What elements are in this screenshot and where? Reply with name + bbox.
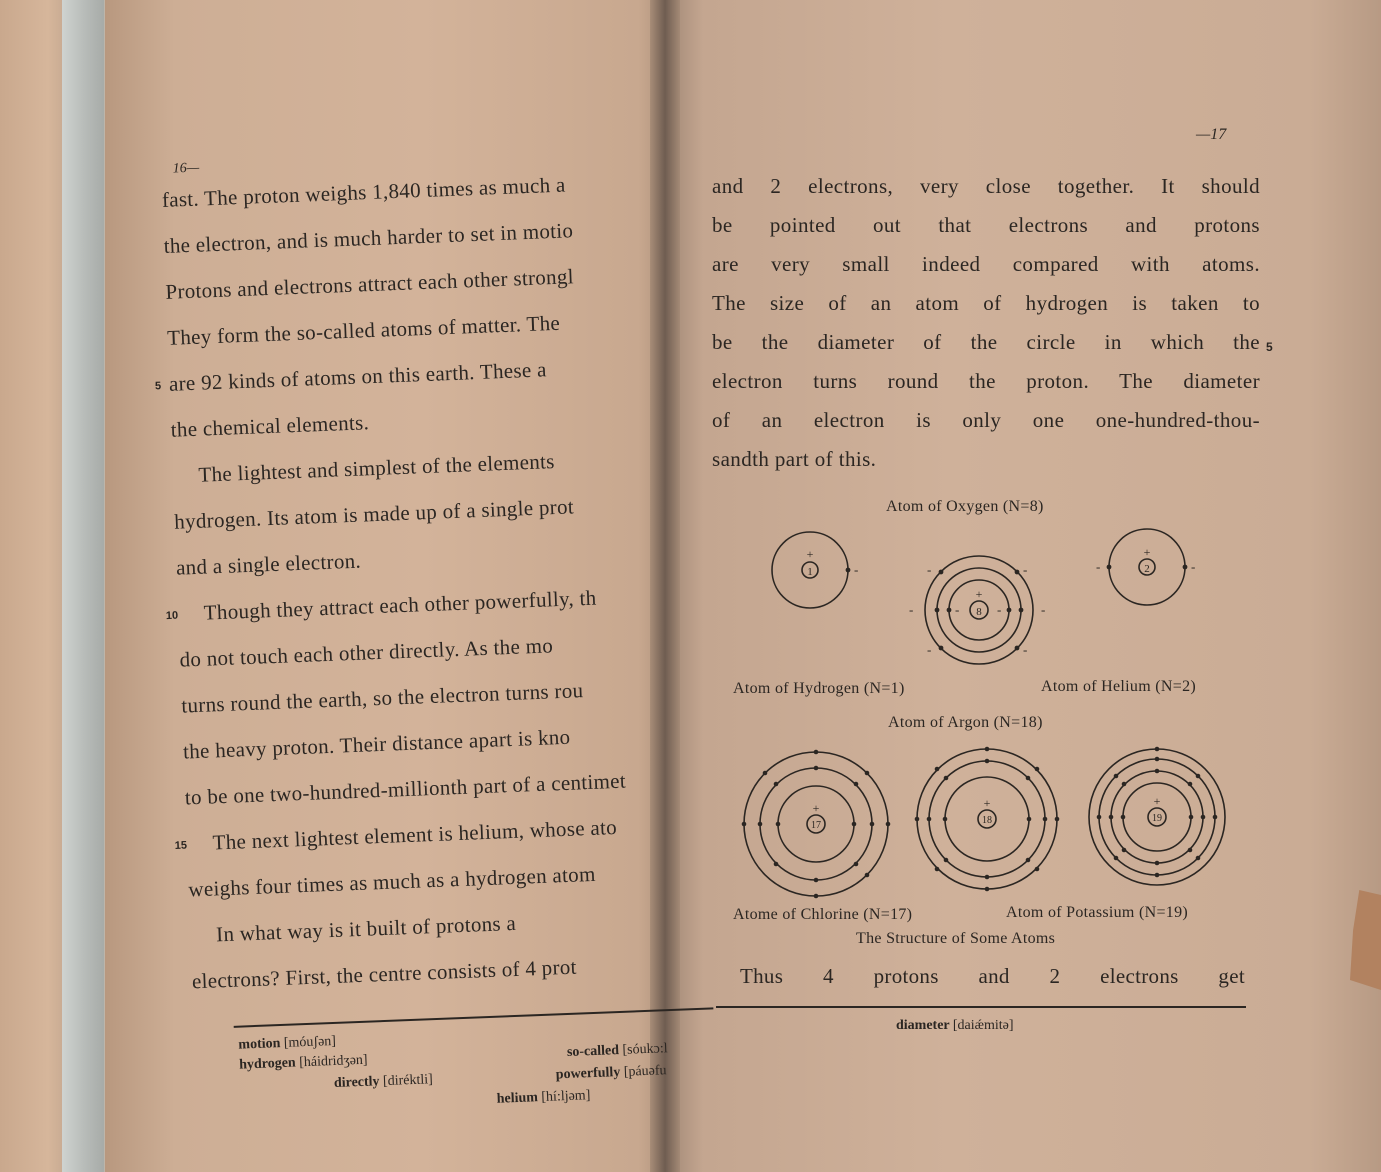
electron [985, 887, 990, 892]
caption-chlorine: Atome of Chlorine (N=17) [733, 906, 913, 923]
text-line: The lightest and simplest of the elements [198, 449, 556, 487]
text-line: to be one two-hundred-millionth part of a centimet [184, 768, 627, 810]
electron [1007, 608, 1012, 613]
potassium-atom-diagram [1086, 746, 1228, 888]
electron [1107, 565, 1112, 570]
electron [763, 771, 768, 776]
electron [865, 771, 870, 776]
electron [1122, 782, 1127, 787]
text-line: do not touch each other directly. As the mo [179, 633, 554, 672]
argon-atom-diagram [914, 746, 1060, 892]
nucleus-label: 19 [1152, 813, 1162, 824]
electron [854, 782, 859, 787]
electron [1015, 646, 1020, 651]
electron [1035, 867, 1040, 872]
electron [814, 878, 819, 883]
electron [814, 750, 819, 755]
text-line: the electron, and is much harder to set in motio [163, 218, 574, 258]
electron [1196, 856, 1201, 861]
electron [944, 858, 949, 863]
page-number-left: 16— [172, 160, 200, 177]
electron [1155, 873, 1160, 878]
electron [1188, 782, 1193, 787]
proton-sign: + [1143, 545, 1151, 559]
caption-argon: Atom of Argon (N=18) [888, 714, 1043, 731]
electron-sign: - [1191, 559, 1196, 574]
book-cover-spine [62, 0, 104, 1172]
oxygen-atom-diagram [905, 552, 1055, 670]
page-number-right: —17 [1196, 126, 1227, 143]
nucleus-label: 17 [811, 820, 821, 831]
proton-sign: + [1153, 794, 1161, 808]
electron [1097, 815, 1102, 820]
electron [1035, 767, 1040, 772]
hydrogen-atom-diagram [770, 530, 870, 620]
figure-title: The Structure of Some Atoms [856, 930, 1056, 947]
electron [1114, 856, 1119, 861]
electron [939, 570, 944, 575]
electron-sign: - [909, 602, 914, 617]
electron [1026, 776, 1031, 781]
electron [1189, 815, 1194, 820]
proton-sign: + [975, 587, 983, 601]
electron [1055, 817, 1060, 822]
proton-sign: + [806, 547, 814, 561]
caption-hydrogen: Atom of Hydrogen (N=1) [733, 680, 905, 697]
text-line: and 2 electrons, very close together. It should [712, 174, 1260, 198]
electron [814, 766, 819, 771]
text-line: the chemical elements. [170, 410, 370, 442]
electron [1155, 757, 1160, 762]
text-line: turns round the earth, so the electron turns rou [180, 678, 584, 718]
electron-sign: - [927, 562, 932, 577]
caption-potassium: Atom of Potassium (N=19) [1006, 904, 1188, 921]
electron [939, 646, 944, 651]
text-line: are 92 kinds of atoms on this earth. These a [168, 357, 548, 396]
electron [1019, 608, 1024, 613]
chlorine-atom-diagram [742, 750, 890, 898]
electron [915, 817, 920, 822]
electron [870, 822, 875, 827]
electron-sign: - [1023, 562, 1028, 577]
electron [774, 782, 779, 787]
electron [1043, 817, 1048, 822]
electron-sign: - [1023, 642, 1028, 657]
electron [1109, 815, 1114, 820]
text-line: are very small indeed compared with atoms. [712, 252, 1260, 276]
electron [1155, 747, 1160, 752]
electron [1026, 858, 1031, 863]
electron [846, 568, 851, 573]
electron-sign: - [854, 562, 859, 577]
electron [947, 608, 952, 613]
caption-helium: Atom of Helium (N=2) [1041, 678, 1196, 695]
footnote-diameter: diameter [daiǽmitə] [896, 1018, 1014, 1033]
electron [865, 873, 870, 878]
electron [985, 875, 990, 880]
electron [776, 822, 781, 827]
footnote-rule-right [716, 1006, 1246, 1008]
electron [1201, 815, 1206, 820]
electron-sign: - [927, 642, 932, 657]
text-line: Though they attract each other powerfully, th [203, 585, 597, 625]
line-number: 15 [174, 839, 188, 852]
text-line: the heavy proton. Their distance apart is kno [182, 724, 571, 764]
text-line: and a single electron. [175, 548, 362, 580]
electron [774, 862, 779, 867]
electron [1122, 848, 1127, 853]
caption-oxygen: Atom of Oxygen (N=8) [886, 498, 1044, 515]
line-number: 5 [1266, 340, 1273, 354]
text-line: In what way is it built of protons a [215, 910, 517, 947]
electron-sign: - [997, 602, 1002, 617]
text-line: The next lightest element is helium, whose ato [212, 814, 618, 855]
electron [758, 822, 763, 827]
text-line: weighs four times as much as a hydrogen atom [187, 861, 597, 902]
electron [1121, 815, 1126, 820]
line-number: 10 [165, 609, 179, 623]
footnote-helium: helium [hí:ljəm] [496, 1088, 591, 1107]
electron [935, 767, 940, 772]
footnote-hydrogen: hydrogen [háidridʒən] [238, 1052, 368, 1073]
electron [1015, 570, 1020, 575]
text-line: electron turns round the proton. The diameter [712, 369, 1260, 393]
footnote-motion: motion [móuʃən] [238, 1033, 337, 1053]
electron [944, 776, 949, 781]
footnote-directly: directly [diréktli] [333, 1072, 434, 1092]
electron [935, 867, 940, 872]
electron [1188, 848, 1193, 853]
electron-sign: - [1041, 602, 1046, 617]
electron-sign: - [1096, 559, 1101, 574]
text-line: The size of an atom of hydrogen is taken to [712, 291, 1260, 315]
electron [1196, 774, 1201, 779]
nucleus-label: 1 [807, 566, 813, 578]
electron [985, 759, 990, 764]
electron [742, 822, 747, 827]
electron [935, 608, 940, 613]
electron [814, 894, 819, 899]
text-line: electrons? First, the centre consists of 4 prot [191, 954, 578, 994]
book-gutter [650, 0, 680, 1172]
text-line: be the diameter of the circle in which the [712, 330, 1260, 354]
electron [1183, 565, 1188, 570]
text-line: of an electron is only one one-hundred-thou- [712, 408, 1260, 432]
electron [852, 822, 857, 827]
text-line: sandth part of this. [712, 447, 877, 471]
line-number: 5 [154, 380, 162, 393]
nucleus-label: 8 [976, 606, 982, 618]
electron [943, 817, 948, 822]
text-line-bottom: Thus 4 protons and 2 electrons get [740, 964, 1245, 988]
electron-sign: - [955, 602, 960, 617]
electron [886, 822, 891, 827]
footnote-so-called: so-called [sóukɔ:l [566, 1041, 668, 1061]
electron [927, 817, 932, 822]
text-line: Protons and electrons attract each other strongl [164, 264, 575, 304]
electron [1114, 774, 1119, 779]
proton-sign: + [983, 796, 991, 810]
nucleus-label: 2 [1144, 563, 1150, 575]
text-line: They form the so-called atoms of matter. The [166, 310, 561, 350]
electron [985, 747, 990, 752]
electron [1155, 769, 1160, 774]
helium-atom-diagram [1092, 526, 1202, 616]
footnote-powerfully: powerfully [páuəfu [555, 1063, 667, 1083]
electron [1213, 815, 1218, 820]
text-line: be pointed out that electrons and protons [712, 213, 1260, 237]
text-line: fast. The proton weighs 1,840 times as much a [161, 172, 566, 212]
electron [854, 862, 859, 867]
nucleus-label: 18 [982, 815, 992, 826]
electron [1155, 861, 1160, 866]
proton-sign: + [812, 801, 820, 815]
electron [1027, 817, 1032, 822]
text-line: hydrogen. Its atom is made up of a single prot [173, 494, 575, 534]
